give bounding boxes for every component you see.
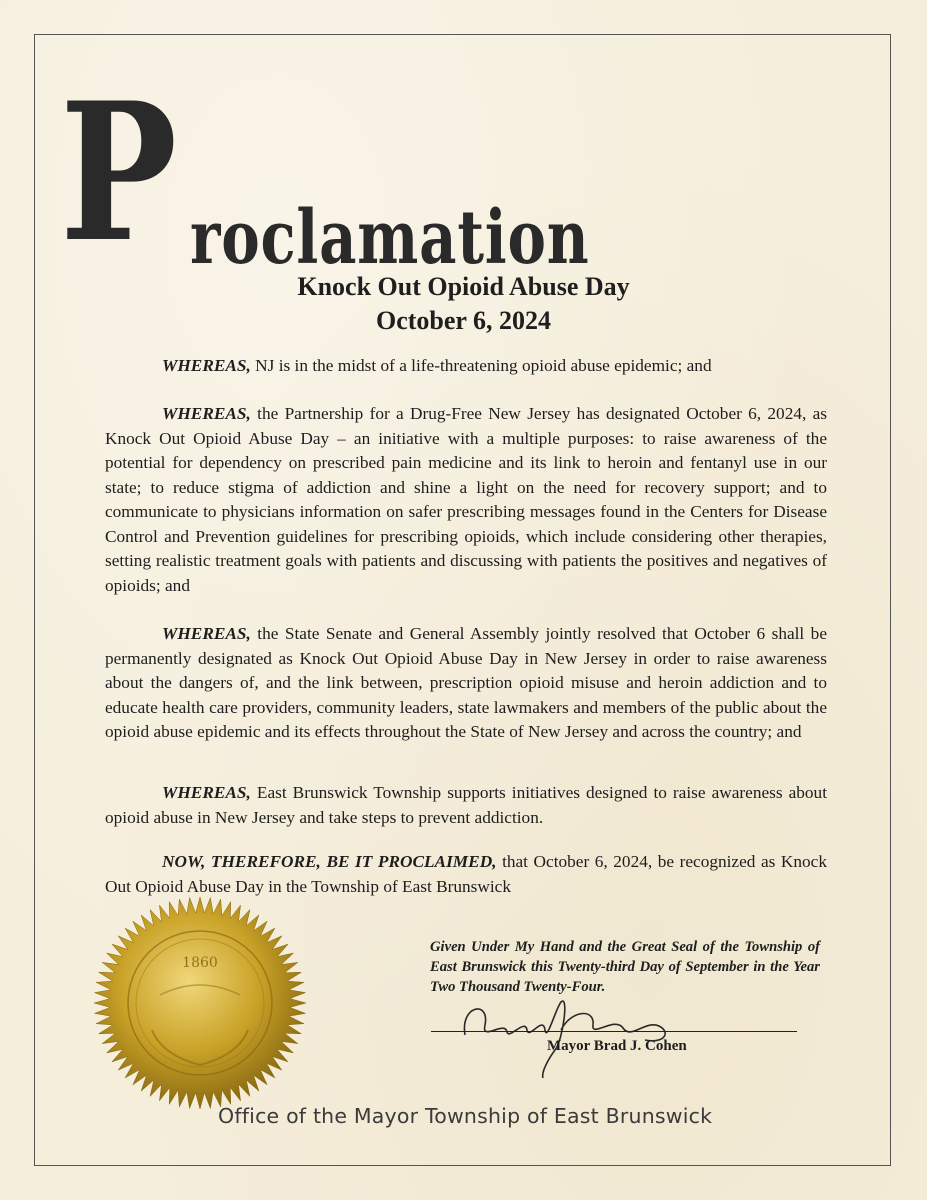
- proclaimed-paragraph: [105, 850, 827, 899]
- footer-office: Office of the Mayor Township of East Brunswick: [218, 1104, 713, 1128]
- paragraph-lead: WHEREAS,: [162, 783, 251, 802]
- title-initial: P: [60, 61, 178, 284]
- paragraph-text: that October 6, 2024, be recognized as Knock Out Opioid Abuse Day in the Township of East Brunswick: [105, 852, 827, 896]
- paragraph-text: the Partnership for a Drug-Free New Jersey has designated October 6, 2024, as Knock Out Opioid Abuse Day – an initiative with a multiple purposes: to raise awareness of the potential for dependency on prescribed pain medicine and its link to heroin and fentanyl use in our state; to reduce stigma of addiction and shine a light on the need for recovery support; and to communicate to physicians information on safer prescribing messages found in the Centers for Disease Control and Prevention guidelines for prescribing opioids, which include considering other therapies, setting realistic treatment goals with patients and discussing with patients the positives and negatives of opioids; and: [105, 404, 827, 595]
- whereas-paragraph-4: [105, 781, 827, 830]
- whereas-paragraph-1: [105, 354, 827, 379]
- paragraph-lead: WHEREAS,: [162, 624, 251, 643]
- whereas-paragraph-2: [105, 402, 827, 598]
- subtitle-line2: October 6, 2024: [376, 306, 551, 335]
- subtitle-line1: Knock Out Opioid Abuse Day: [297, 272, 630, 301]
- paragraph-lead: WHEREAS,: [162, 356, 251, 375]
- title-rest: roclamation: [190, 195, 590, 281]
- signer-name: Mayor Brad J. Cohen: [547, 1038, 687, 1054]
- seal-starburst: [94, 897, 306, 1109]
- seal-text: 1860: [182, 955, 218, 971]
- proclamation-title: [60, 61, 660, 284]
- paragraph-lead: WHEREAS,: [162, 404, 251, 423]
- paragraph-lead: NOW, THEREFORE, BE IT PROCLAIMED,: [162, 852, 497, 871]
- signature-line: [431, 1031, 797, 1032]
- gold-seal-icon: [92, 895, 308, 1111]
- signature-icon: [445, 980, 705, 1080]
- whereas-paragraph-3: [105, 622, 827, 745]
- paragraph-text: the State Senate and General Assembly jointly resolved that October 6 shall be permanently designated as Knock Out Opioid Abuse Day in New Jersey in order to raise awareness about the dangers of, and the link between, prescription opioid misuse and heroin addiction and to educate health care providers, community leaders, state lawmakers and members of the public about the opioid abuse epidemic and its effects throughout the State of New Jersey and across the country; and: [105, 624, 827, 741]
- paragraph-text: NJ is in the midst of a life-threatening opioid abuse epidemic; and: [250, 356, 712, 375]
- given-under-hand-text: Given Under My Hand and the Great Seal of the Township of East Brunswick this Twenty-third Day of September in the Year Two Thousand Twenty-Four.: [430, 939, 820, 995]
- paragraph-text: East Brunswick Township supports initiatives designed to raise awareness about opioid abuse in New Jersey and take steps to prevent addiction.: [105, 783, 827, 827]
